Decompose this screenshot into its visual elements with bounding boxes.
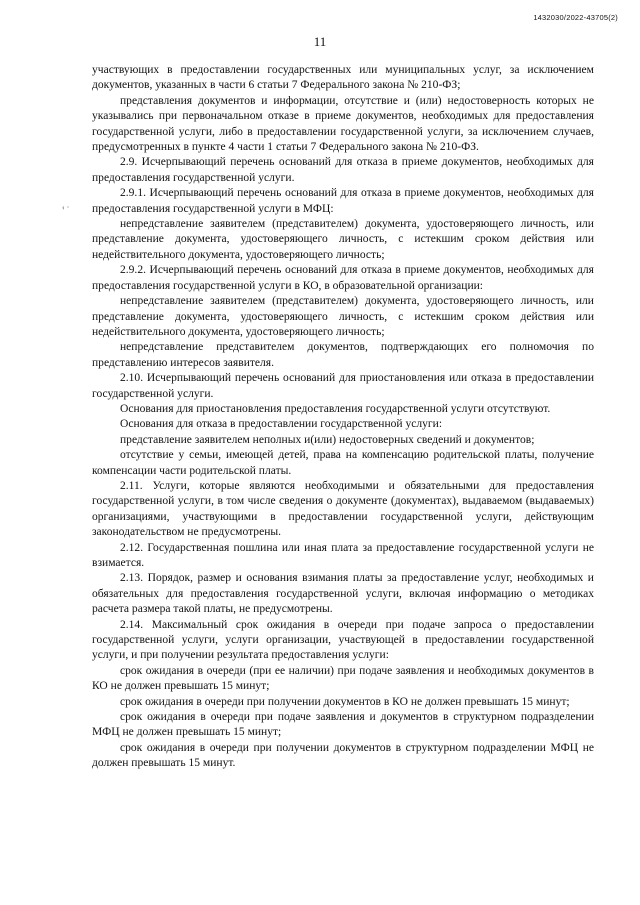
paragraph: представления документов и информации, отсутствие и (или) недостоверность которых не указывались при первоначальном отказе в приеме документов, необходимых для предоставления государственной услуги, либо в предоставлении государственной услуги, за исключением случаев, предусмотренных в пункте 4 части 1 статьи 7 Федерального закона № 210-ФЗ. [92,94,594,154]
section-heading-2-12: 2.12. Государственная пошлина или иная плата за предоставление государственной услуги не взимается. [92,541,594,569]
document-body [92,63,594,772]
section-heading-2-9-2: 2.9.2. Исчерпывающий перечень оснований для отказа в приеме документов, необходимых для предоставления государственной услуги в КО, в образовательной организации: [92,264,594,292]
page-number: 11 [313,34,327,49]
document-registration-code: 1432030/2022-43705(2) [533,13,618,22]
paragraph: представление заявителем неполных и(или) недостоверных сведений и документов; [120,433,535,446]
section-heading-2-13: 2.13. Порядок, размер и основания взимания платы за предоставление услуг, необходимых и обязательных для предоставления государственной услуги, включая информацию о методиках расчета размера такой платы, не предусмотрены. [92,572,594,616]
section-heading-2-10: 2.10. Исчерпывающий перечень оснований для приостановления или отказа в предоставлении государственной услуги. [92,372,594,400]
section-heading-2-14: 2.14. Максимальный срок ожидания в очереди при подаче запроса о предоставлении государственной услуги, услуги организации, участвующей в предоставлении государственной услуги, и при получении результата предоставления услуги: [92,618,594,662]
paragraph: отсутствие у семьи, имеющей детей, права на компенсацию родительской платы, получение компенсации части родительской платы. [92,449,594,477]
paragraph: непредставление представителем документов, подтверждающих его полномочия по представлению интересов заявителя. [92,341,594,369]
paragraph: срок ожидания в очереди (при ее наличии) при подаче заявления и необходимых документов в КО не должен превышать 15 минут; [92,664,594,693]
paragraph: непредставление заявителем (представителем) документа, удостоверяющего личность, или представление документа, удостоверяющего личность, с истекшим сроком действия или недействительного документа, удостоверяющего личность; [92,218,594,261]
paragraph: Основания для приостановления предоставления государственной услуги отсутствуют. [120,402,551,415]
section-heading-2-9-1: 2.9.1. Исчерпывающий перечень оснований для отказа в приеме документов, необходимых для предоставления государственной услуги в МФЦ: [92,187,594,215]
section-heading-2-9: 2.9. Исчерпывающий перечень оснований для отказа в приеме документов, необходимых для предоставления государственной услуги. [92,156,594,184]
margin-scan-mark: ‹ · [62,203,70,212]
section-heading-2-11: 2.11. Услуги, которые являются необходимыми и обязательными для предоставления государственной услуги, в том числе сведения о документе (документах), выдаваемом (выдаваемых) организациями, участвующими в предоставлении государственной услуги, действующим законодательством не предусмотрены. [92,479,594,539]
paragraph: Основания для отказа в предоставлении государственной услуги: [120,418,443,431]
paragraph: непредставление заявителем (представителем) документа, удостоверяющего личность, или представление документа, удостоверяющего личность, с истекшим сроком действия или недействительного документа, удостоверяющего личность; [92,295,594,338]
paragraph: участвующих в предоставлении государственных или муниципальных услуг, за исключением документов, указанных в части 6 статьи 7 Федерального закона № 210-ФЗ; [92,64,594,92]
paragraph: срок ожидания в очереди при получении документов в структурном подразделении МФЦ не должен превышать 15 минут. [92,741,594,770]
paragraph: срок ожидания в очереди при получении документов в КО не должен превышать 15 минут; [120,695,570,708]
paragraph: срок ожидания в очереди при подаче заявления и документов в структурном подразделении МФЦ не должен превышать 15 минут; [92,711,594,739]
